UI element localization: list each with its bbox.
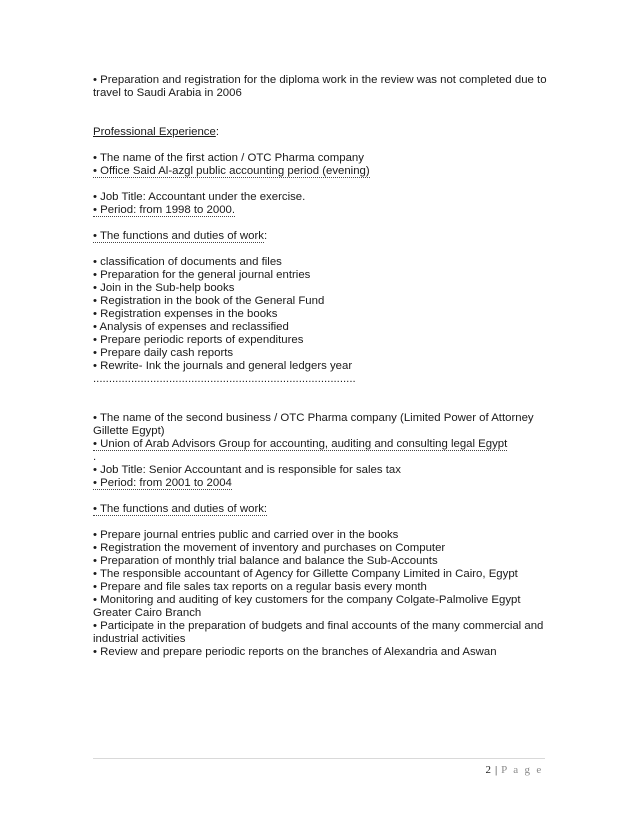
page-number: 2 [485,764,491,776]
spacer [93,516,553,529]
list-item: • Registration the movement of inventory and purchases on Computer [93,542,446,554]
spacer [93,217,553,230]
job2-duties-heading [93,503,553,516]
list-item: • Prepare journal entries public and carried over in the books [93,529,399,541]
job1-period-text: • Period: from 1998 to 2000. [93,204,236,216]
job2-office [93,438,553,451]
list-item: • Rewrite- Ink the journals and general ledgers year [93,360,353,372]
page-label: P a g e [501,764,543,776]
list-item: • Registration in the book of the General Fund [93,295,325,307]
list-item: • Prepare periodic reports of expenditures [93,334,304,346]
job1-office [93,165,553,178]
job2-duties-heading-text: • The functions and duties of work: [93,503,268,515]
page-content [93,74,553,659]
list-item: • Monitoring and auditing of key customers for the company Colgate-Palmolive Egypt Greater Cairo Branch [93,594,521,619]
list-item: • Prepare daily cash reports [93,347,234,359]
job1-title: • Job Title: Accountant under the exercise. [93,191,306,203]
job1-office-text: • Office Said Al-azgl public accounting period (evening) [93,165,370,177]
job2-office-text: • Union of Arab Advisors Group for accounting, auditing and consulting legal Egypt [93,438,508,450]
spacer [93,490,553,503]
heading-colon: : [215,126,220,138]
job1-period [93,204,553,217]
list-item: • classification of documents and files [93,256,282,268]
list-item: • Preparation of monthly trial balance and balance the Sub-Accounts [93,555,438,567]
spacer [93,139,553,152]
list-item: • The responsible accountant of Agency for Gillette Company Limited in Cairo, Egypt [93,568,518,580]
spacer [93,100,553,126]
intro-note: • Preparation and registration for the diploma work in the review was not completed due to travel to Saudi Arabia in 2006 [93,74,547,99]
footer-divider [93,758,545,759]
stray-dot: . [93,451,97,463]
job1-duties-heading [93,230,553,243]
footer-separator: | [494,764,498,776]
dotted-separator: ................................................................................... [93,373,356,385]
job1-employer: • The name of the first action / OTC Pharma company [93,152,364,164]
list-item: • Preparation for the general journal entries [93,269,311,281]
spacer [93,243,553,256]
job2-period-text: • Period: from 2001 to 2004 [93,477,232,489]
section-heading-professional-experience [93,126,553,139]
list-item: • Participate in the preparation of budgets and final accounts of the many commercial and industrial activities [93,620,544,645]
heading-text: Professional Experience [93,126,216,138]
list-item: • Prepare and file sales tax reports on a regular basis every month [93,581,427,593]
list-item: • Registration expenses in the books [93,308,278,320]
job1-duties-colon: : [263,230,268,242]
job2-employer: • The name of the second business / OTC Pharma company (Limited Power of Attorney Gillette Egypt) [93,412,534,437]
list-item: • Join in the Sub-help books [93,282,235,294]
job1-duties-heading-text: • The functions and duties of work [93,230,264,242]
page-footer [485,764,543,776]
job2-period [93,477,553,490]
spacer [93,386,553,412]
spacer [93,178,553,191]
job2-title: • Job Title: Senior Accountant and is responsible for sales tax [93,464,401,476]
list-item: • Analysis of expenses and reclassified [93,321,289,333]
list-item: • Review and prepare periodic reports on the branches of Alexandria and Aswan [93,646,497,658]
